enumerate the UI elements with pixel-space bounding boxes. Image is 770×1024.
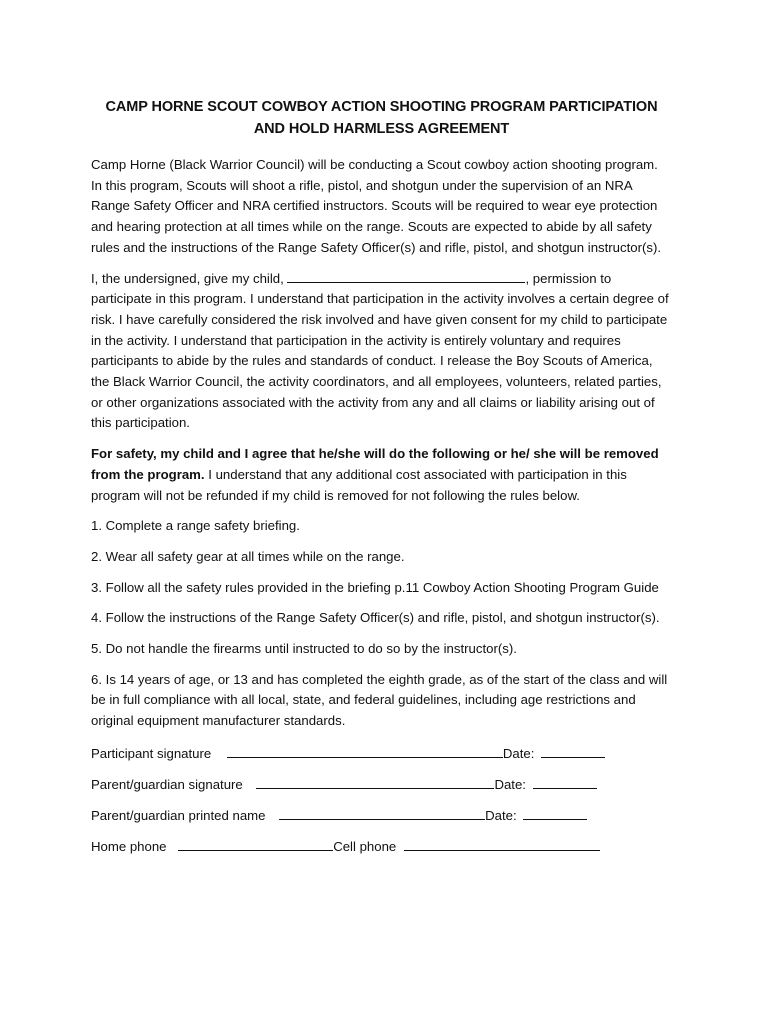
parent-signature-label: Parent/guardian signature	[91, 776, 243, 792]
rules-list	[91, 516, 672, 732]
cell-phone-field[interactable]	[404, 837, 600, 851]
participant-signature-label: Participant signature	[91, 745, 212, 761]
parent-signature-field[interactable]	[256, 775, 494, 789]
participant-signature-row	[91, 744, 672, 764]
consent-paragraph	[91, 269, 672, 435]
participant-date-field[interactable]	[541, 744, 605, 758]
printed-name-label: Parent/guardian printed name	[91, 807, 266, 823]
parent-signature-row	[91, 775, 672, 795]
intro-paragraph: Camp Horne (Black Warrior Council) will be conducting a Scout cowboy action shooting program. In this program, Scouts will shoot a rifle, pistol, and shotgun under the supervision of an NRA Range Safety Officer and NRA certified instructors. Scouts will be required to wear eye protection and hearing protection at all times while on the range. Scouts are expected to abide by all safety rules and the instructions of the Range Safety Officer(s) and rifle, pistol, and shotgun instructor(s).	[91, 157, 662, 255]
date-label: Date:	[485, 807, 517, 823]
consent-text-start: I, the undersigned, give my child,	[91, 270, 284, 286]
child-name-field[interactable]	[287, 269, 525, 283]
printed-name-field[interactable]	[279, 806, 485, 820]
consent-text-rest: , permission to participate in this program. I understand that participation in the activity involves a certain degree of risk. I have carefully considered the risk involved and have given consent for my child to participate in the activity. I understand that participation in the activity is entirely voluntary and requires participants to abide by the rules and standards of conduct. I release the Boy Scouts of America, the Black Warrior Council, the activity coordinators, and all employees, volunteers, related parties, or other organizations associated with the activity from any and all claims or liability arising out of this participation.	[91, 270, 669, 431]
title-line-2: AND HOLD HARMLESS AGREEMENT	[253, 121, 510, 137]
date-label: Date:	[494, 776, 526, 792]
signature-block	[91, 744, 672, 857]
date-label: Date:	[502, 745, 535, 761]
rule-item: 4. Follow the instructions of the Range Safety Officer(s) and rifle, pistol, and shotgun instructor(s).	[91, 610, 660, 626]
safety-bold-text: For safety, my child and I agree that he/she will do the following or he/ she will be removed from the program.	[91, 446, 659, 482]
rule-item: 1. Complete a range safety briefing.	[91, 518, 300, 534]
safety-paragraph	[91, 444, 672, 506]
home-phone-label: Home phone	[91, 838, 167, 854]
cell-phone-label: Cell phone	[333, 838, 397, 854]
rule-item: 5. Do not handle the firearms until instructed to do so by the instructor(s).	[91, 641, 517, 657]
rule-item: 3. Follow all the safety rules provided in the briefing p.11 Cowboy Action Shooting Program Guide	[91, 579, 659, 595]
title-line-1: CAMP HORNE SCOUT COWBOY ACTION SHOOTING PROGRAM PARTICIPATION	[105, 99, 658, 115]
rule-item: 6. Is 14 years of age, or 13 and has completed the eighth grade, as of the start of the class and will be in full compliance with all local, state, and federal guidelines, including age restrictions and original equipment manufacturer standards.	[91, 671, 668, 729]
printed-date-field[interactable]	[523, 806, 587, 820]
rule-item: 2. Wear all safety gear at all times while on the range.	[91, 548, 405, 564]
safety-text: I understand that any additional cost associated with participation in this program will not be refunded if my child is removed for not following the rules below.	[91, 466, 627, 503]
participant-signature-field[interactable]	[227, 744, 503, 758]
parent-date-field[interactable]	[533, 775, 597, 789]
printed-name-row	[91, 806, 672, 826]
home-phone-field[interactable]	[178, 837, 333, 851]
phone-row	[91, 837, 672, 857]
page-title	[91, 96, 672, 140]
